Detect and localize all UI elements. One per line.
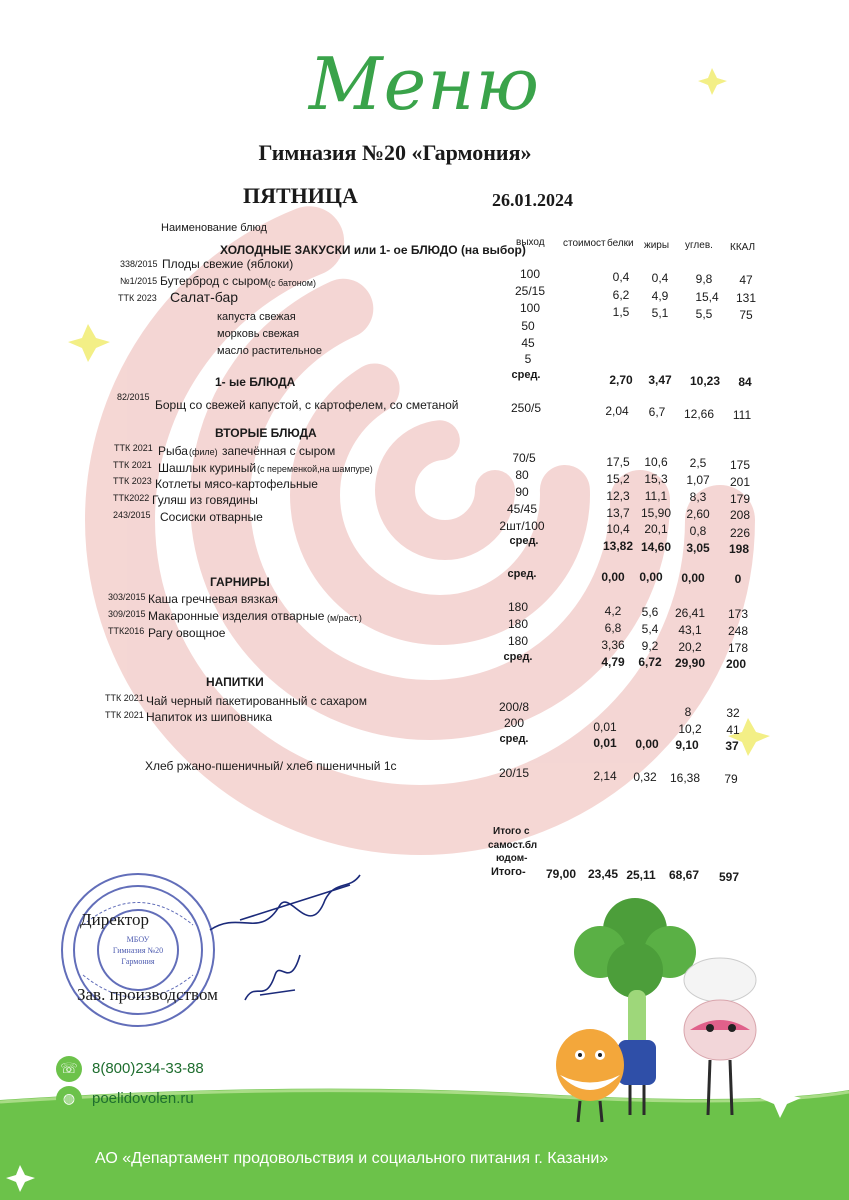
- avg-kcal: 37: [725, 739, 739, 753]
- dish-fat: 15,90: [640, 506, 672, 520]
- dish-kcal: 175: [729, 458, 751, 472]
- dish-fat: 4,9: [651, 289, 669, 303]
- col-kcal-header: ККАЛ: [730, 242, 756, 253]
- dish-code: ТТК 2021: [105, 693, 144, 703]
- total-protein: 23,45: [587, 867, 619, 881]
- dish-carbs: 8: [684, 705, 692, 719]
- avg-carbs: 0,00: [681, 571, 705, 585]
- totals-label: Итого-: [491, 866, 526, 878]
- stamp-line-2: Гимназия №20: [112, 946, 164, 955]
- menu-title: Меню: [308, 42, 541, 126]
- stamp-line-3: Гармония: [121, 957, 155, 966]
- dish-kcal: 178: [727, 641, 749, 655]
- dish-name: запечённая с сыром: [222, 444, 336, 458]
- dish-code: ТТК 2023: [118, 293, 157, 303]
- dish-carbs: 16,38: [669, 771, 701, 785]
- dish-carbs: 26,41: [674, 606, 706, 620]
- total-carbs: 68,67: [668, 868, 700, 882]
- dish-protein: 0,4: [612, 270, 630, 284]
- dish-kcal: 173: [727, 607, 749, 621]
- dish-output: 20/15: [498, 766, 530, 780]
- ingredient-output: 5: [524, 352, 532, 366]
- dish-note: (м/раст.): [327, 613, 362, 623]
- phone-number[interactable]: 8(800)234-33-88: [92, 1060, 204, 1077]
- col-fat-header: жиры: [644, 240, 670, 251]
- dish-note: (с переменкой,на шампуре): [257, 464, 373, 474]
- dish-protein: 6,8: [604, 621, 622, 635]
- dish-fat: 11,1: [644, 489, 668, 503]
- dish-code: 243/2015: [113, 510, 151, 520]
- dish-name: Котлеты мясо-картофельные: [155, 477, 318, 491]
- avg-label: сред.: [511, 369, 541, 381]
- dish-protein: 12,3: [606, 489, 630, 503]
- dish-output: 45/45: [506, 502, 538, 516]
- production-signature: [240, 950, 310, 1010]
- dish-fat: 9,2: [641, 639, 659, 653]
- chef-character: [684, 958, 756, 1115]
- dish-protein: 15,2: [606, 472, 630, 486]
- dish-output: 100: [519, 267, 541, 281]
- dish-output: 180: [507, 600, 529, 614]
- ingredient-name: морковь свежая: [217, 328, 300, 340]
- dish-code: ТТК 2021: [114, 443, 153, 453]
- dish-code: ТТК 2023: [113, 476, 152, 486]
- section-cold: ХОЛОДНЫЕ ЗАКУСКИ или 1- ое БЛЮДО (на выбор): [220, 243, 526, 257]
- dish-name: Салат-бар: [170, 289, 239, 305]
- avg-kcal: 84: [738, 375, 752, 389]
- dish-protein: 2,04: [605, 404, 629, 418]
- col-carbs-header: углев.: [685, 240, 713, 251]
- col-name-header: Наименование блюд: [161, 222, 267, 234]
- dish-fat: 10,6: [644, 455, 668, 469]
- vegetable-characters-illustration: [540, 890, 800, 1130]
- avg-label: сред.: [499, 733, 529, 745]
- avg-carbs: 29,90: [674, 656, 706, 670]
- avg-protein: 3,47: [648, 373, 672, 387]
- dish-name: Напиток из шиповника: [146, 710, 273, 724]
- dish-carbs: 0,8: [689, 524, 707, 538]
- director-label: Директор: [80, 910, 149, 929]
- dish-output: 200/8: [498, 700, 530, 714]
- dish-kcal: 226: [729, 526, 751, 540]
- col-protein-header: белки: [607, 238, 634, 249]
- dish-code: 82/2015: [117, 392, 150, 402]
- total-kcal: 597: [718, 870, 740, 884]
- production-head-label: Зав. производством: [77, 985, 218, 1004]
- dish-fat: 0,4: [651, 271, 669, 285]
- dish-protein: 13,7: [606, 506, 630, 520]
- dish-name: Борщ со свежей капустой, с картофелем, со сметаной: [155, 398, 459, 412]
- avg-carbs: 9,10: [675, 738, 699, 752]
- dish-code: 303/2015: [108, 592, 146, 602]
- dish-carbs: 1,07: [686, 473, 710, 487]
- dish-output: 70/5: [512, 451, 536, 465]
- dish-fat: 5,1: [651, 306, 669, 320]
- onion: [556, 1029, 624, 1122]
- dish-fat: 5,4: [641, 622, 659, 636]
- dish-carbs: 2,60: [686, 507, 710, 521]
- dish-protein: 3,36: [601, 638, 625, 652]
- dish-output: 2шт/100: [499, 519, 545, 533]
- avg-fat: 6,72: [638, 655, 662, 669]
- round-stamp: [58, 870, 218, 1030]
- dish-code: ТТК 2021: [113, 460, 152, 470]
- dish-code: №1/2015: [120, 276, 158, 286]
- avg-protein: 13,82: [602, 539, 634, 553]
- dish-kcal: 32: [726, 706, 740, 720]
- dish-protein: 6,2: [612, 288, 630, 302]
- dish-kcal: 75: [739, 308, 753, 322]
- dish-carbs: 20,2: [678, 640, 702, 654]
- dish-code: ТТК2016: [108, 626, 145, 636]
- ingredient-output: 45: [521, 336, 535, 350]
- section-drinks: НАПИТКИ: [206, 675, 264, 689]
- dish-carbs: 43,1: [678, 623, 702, 637]
- avg-fat: 14,60: [640, 540, 672, 554]
- dish-name: Шашлык куриный: [158, 461, 257, 475]
- avg-protein: 4,79: [601, 655, 625, 669]
- totals-note-3: юдом-: [496, 853, 528, 864]
- dish-protein: 4,2: [604, 604, 622, 618]
- dish-carbs: 9,8: [695, 272, 713, 286]
- dish-note: (филе): [189, 447, 218, 457]
- dish-output: 100: [519, 301, 541, 315]
- dish-name: Бутерброд с сыром: [160, 274, 269, 288]
- dish-output: 180: [507, 617, 529, 631]
- dish-protein: 2,14: [593, 769, 617, 783]
- totals-note-1: Итого с: [493, 826, 530, 837]
- dish-output: 90: [515, 485, 529, 499]
- avg-label: сред.: [503, 651, 533, 663]
- dish-fat: 5,6: [641, 605, 659, 619]
- dish-carbs: 15,4: [695, 290, 719, 304]
- dish-protein: 0,01: [593, 720, 617, 734]
- section-second: ВТОРЫЕ БЛЮДА: [215, 426, 317, 440]
- avg-kcal: 0: [734, 572, 742, 586]
- dish-kcal: 208: [729, 508, 751, 522]
- avg-kcal: 200: [725, 657, 747, 671]
- total-fat: 25,11: [626, 868, 656, 882]
- phone-icon: ☏: [56, 1056, 82, 1082]
- dish-name: Сосиски отварные: [160, 510, 263, 524]
- ingredient-name: масло растительное: [217, 345, 322, 357]
- dish-carbs: 10,2: [678, 722, 702, 736]
- dish-fat: 15,3: [644, 472, 668, 486]
- footer-company: АО «Департамент продовольствия и социального питания г. Казани»: [95, 1150, 609, 1167]
- dish-kcal: 248: [727, 624, 749, 638]
- dish-name: Чай черный пакетированный с сахаром: [146, 694, 367, 708]
- dish-output: 200: [503, 716, 525, 730]
- dish-fat: 20,1: [644, 522, 668, 536]
- dish-code: ТТК 2021: [105, 710, 144, 720]
- avg-carbs: 3,05: [686, 541, 710, 555]
- dish-carbs: 2,5: [689, 456, 707, 470]
- dish-name: Рагу овощное: [148, 626, 226, 640]
- dish-kcal: 79: [724, 772, 738, 786]
- avg-label: сред.: [507, 568, 537, 580]
- dish-carbs: 8,3: [689, 490, 707, 504]
- col-cost-header: стоимост: [563, 238, 606, 249]
- dish-kcal: 201: [729, 475, 751, 489]
- avg-fat: 0,00: [639, 570, 663, 584]
- total-cost: 79,00: [545, 867, 577, 881]
- dish-name: Плоды свежие (яблоки): [162, 257, 294, 271]
- dish-kcal: 131: [735, 291, 757, 305]
- dish-code: ТТК2022: [113, 493, 150, 503]
- dish-name: Гуляш из говядины: [152, 493, 258, 507]
- dish-output: 180: [507, 634, 529, 648]
- dish-name: Хлеб ржано-пшеничный/ хлеб пшеничный 1с: [145, 759, 397, 773]
- dish-name: Макаронные изделия отварные: [148, 609, 325, 623]
- avg-kcal: 198: [728, 542, 750, 556]
- dish-kcal: 179: [729, 492, 751, 506]
- avg-protein: 0,01: [593, 736, 617, 750]
- dish-carbs: 5,5: [695, 307, 713, 321]
- dish-code: 338/2015: [120, 259, 158, 269]
- dish-code: 309/2015: [108, 609, 146, 619]
- ingredient-name: капуста свежая: [217, 311, 296, 323]
- weekday: ПЯТНИЦА: [243, 183, 358, 208]
- dish-fat: 6,7: [648, 405, 666, 419]
- dish-kcal: 111: [732, 408, 752, 422]
- menu-date: 26.01.2024: [492, 190, 573, 210]
- dish-name: Рыба: [158, 444, 188, 458]
- avg-protein: 0,00: [601, 570, 625, 584]
- director-signature: [200, 870, 370, 950]
- dish-output: 25/15: [514, 284, 546, 298]
- ingredient-output: 50: [521, 319, 535, 333]
- avg-fat: 0,00: [635, 737, 659, 751]
- dish-fat: 0,32: [633, 770, 657, 784]
- dish-protein: 1,5: [612, 305, 630, 319]
- website-link[interactable]: poelidovolen.ru: [92, 1090, 194, 1107]
- dish-note: (с батоном): [268, 278, 316, 288]
- dish-protein: 10,4: [606, 522, 630, 536]
- dish-carbs: 12,66: [683, 407, 715, 421]
- globe-icon: ◍: [56, 1086, 82, 1112]
- avg-fat: 10,23: [689, 374, 721, 388]
- section-first: 1- ые БЛЮДА: [215, 375, 296, 389]
- avg-cost: 2,70: [609, 373, 633, 387]
- col-output-header: выход: [516, 237, 545, 248]
- dish-output: 250/5: [510, 401, 542, 415]
- dish-kcal: 41: [726, 723, 740, 737]
- dish-name: Каша гречневая вязкая: [148, 592, 278, 606]
- totals-note-2: самост.бл: [488, 840, 538, 851]
- dish-output: 80: [515, 468, 529, 482]
- section-sides: ГАРНИРЫ: [210, 575, 270, 589]
- school-name: Гимназия №20 «Гармония»: [258, 140, 532, 165]
- dish-protein: 17,5: [606, 455, 630, 469]
- avg-label: сред.: [509, 535, 539, 547]
- dish-kcal: 47: [739, 273, 753, 287]
- stamp-line-1: МБОУ: [126, 935, 150, 944]
